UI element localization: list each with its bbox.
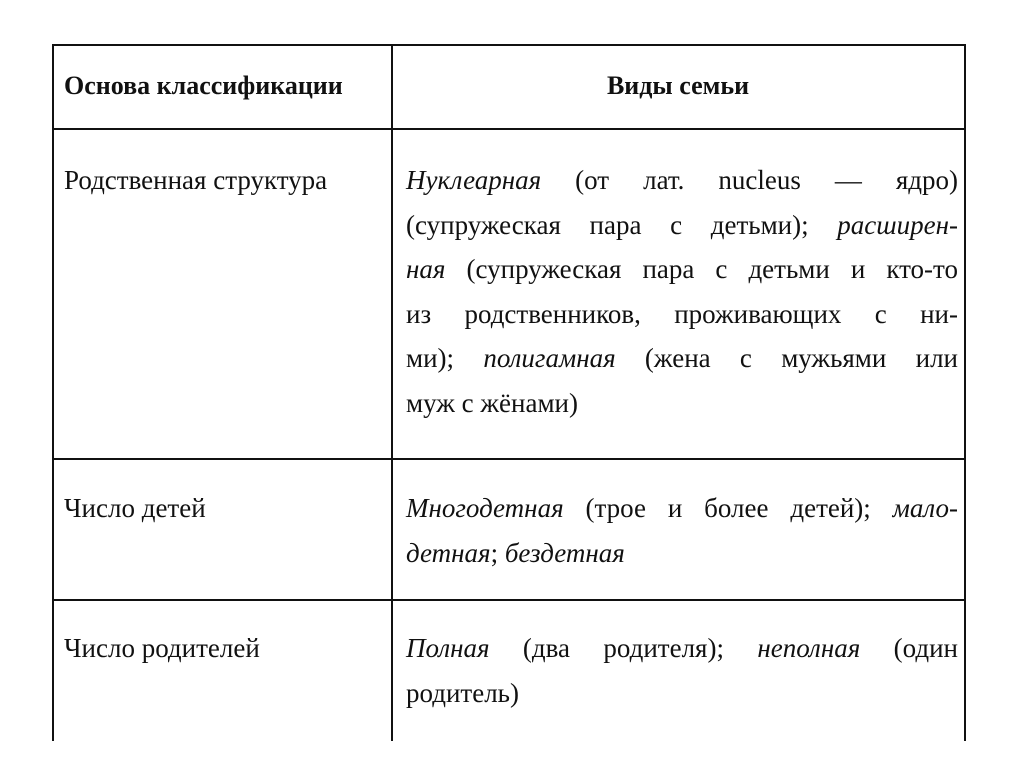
- term-italic: Полная: [406, 633, 490, 663]
- text-segment: (супружеская пара с детьми);: [406, 209, 838, 240]
- text-segment: (один: [860, 633, 958, 663]
- text-line: [406, 531, 958, 576]
- classification-table: [52, 44, 966, 741]
- text-segment: (супружеская пара с детьми и кто-то: [445, 254, 958, 284]
- text-segment: муж с жёнами): [406, 387, 578, 418]
- text-line: [406, 486, 958, 531]
- term-italic: неполная: [757, 633, 861, 663]
- row-1-types: [406, 158, 958, 425]
- text-line: [406, 203, 958, 248]
- header-separator: [52, 128, 966, 130]
- text-segment: ;: [490, 537, 505, 568]
- row-3-types: [406, 626, 958, 715]
- header-basis: Основа классификации: [64, 71, 343, 100]
- column-separator: [391, 44, 393, 741]
- term-italic: бездетная: [504, 537, 625, 568]
- row-3-basis: Число родителей: [64, 633, 260, 663]
- table-top-border: [52, 44, 966, 46]
- term-italic: ная: [406, 254, 446, 284]
- text-segment: (от лат. nucleus — ядро): [541, 165, 958, 195]
- text-segment: из родственников, проживающих с ни-: [406, 298, 958, 329]
- text-line: [406, 626, 958, 671]
- term-italic: детная: [406, 537, 491, 568]
- row-2-types: [406, 486, 958, 575]
- text-line: [406, 292, 958, 337]
- text-line: [406, 247, 958, 292]
- row-2-basis: Число детей: [64, 493, 206, 523]
- table-left-border: [52, 44, 54, 741]
- table-right-border: [964, 44, 966, 741]
- text-segment: ми);: [406, 343, 484, 373]
- text-line: [406, 381, 958, 426]
- text-segment: родитель): [406, 677, 519, 708]
- term-italic: Нуклеарная: [406, 165, 542, 195]
- term-italic: полигамная: [483, 343, 616, 373]
- row-separator-2: [52, 599, 966, 601]
- text-segment: (жена с мужьями или: [615, 343, 959, 373]
- term-italic: расширен-: [837, 209, 958, 240]
- text-line: [406, 158, 958, 203]
- text-line: [406, 336, 958, 381]
- header-types: Виды семьи: [606, 71, 750, 100]
- row-separator-1: [52, 458, 966, 460]
- text-line: [406, 671, 958, 716]
- row-1-basis: Родственная структура: [64, 165, 328, 195]
- text-segment: (два родителя);: [489, 633, 758, 663]
- term-italic: мало-: [892, 493, 958, 523]
- text-segment: (трое и более детей);: [563, 493, 893, 523]
- term-italic: Многодетная: [406, 493, 564, 523]
